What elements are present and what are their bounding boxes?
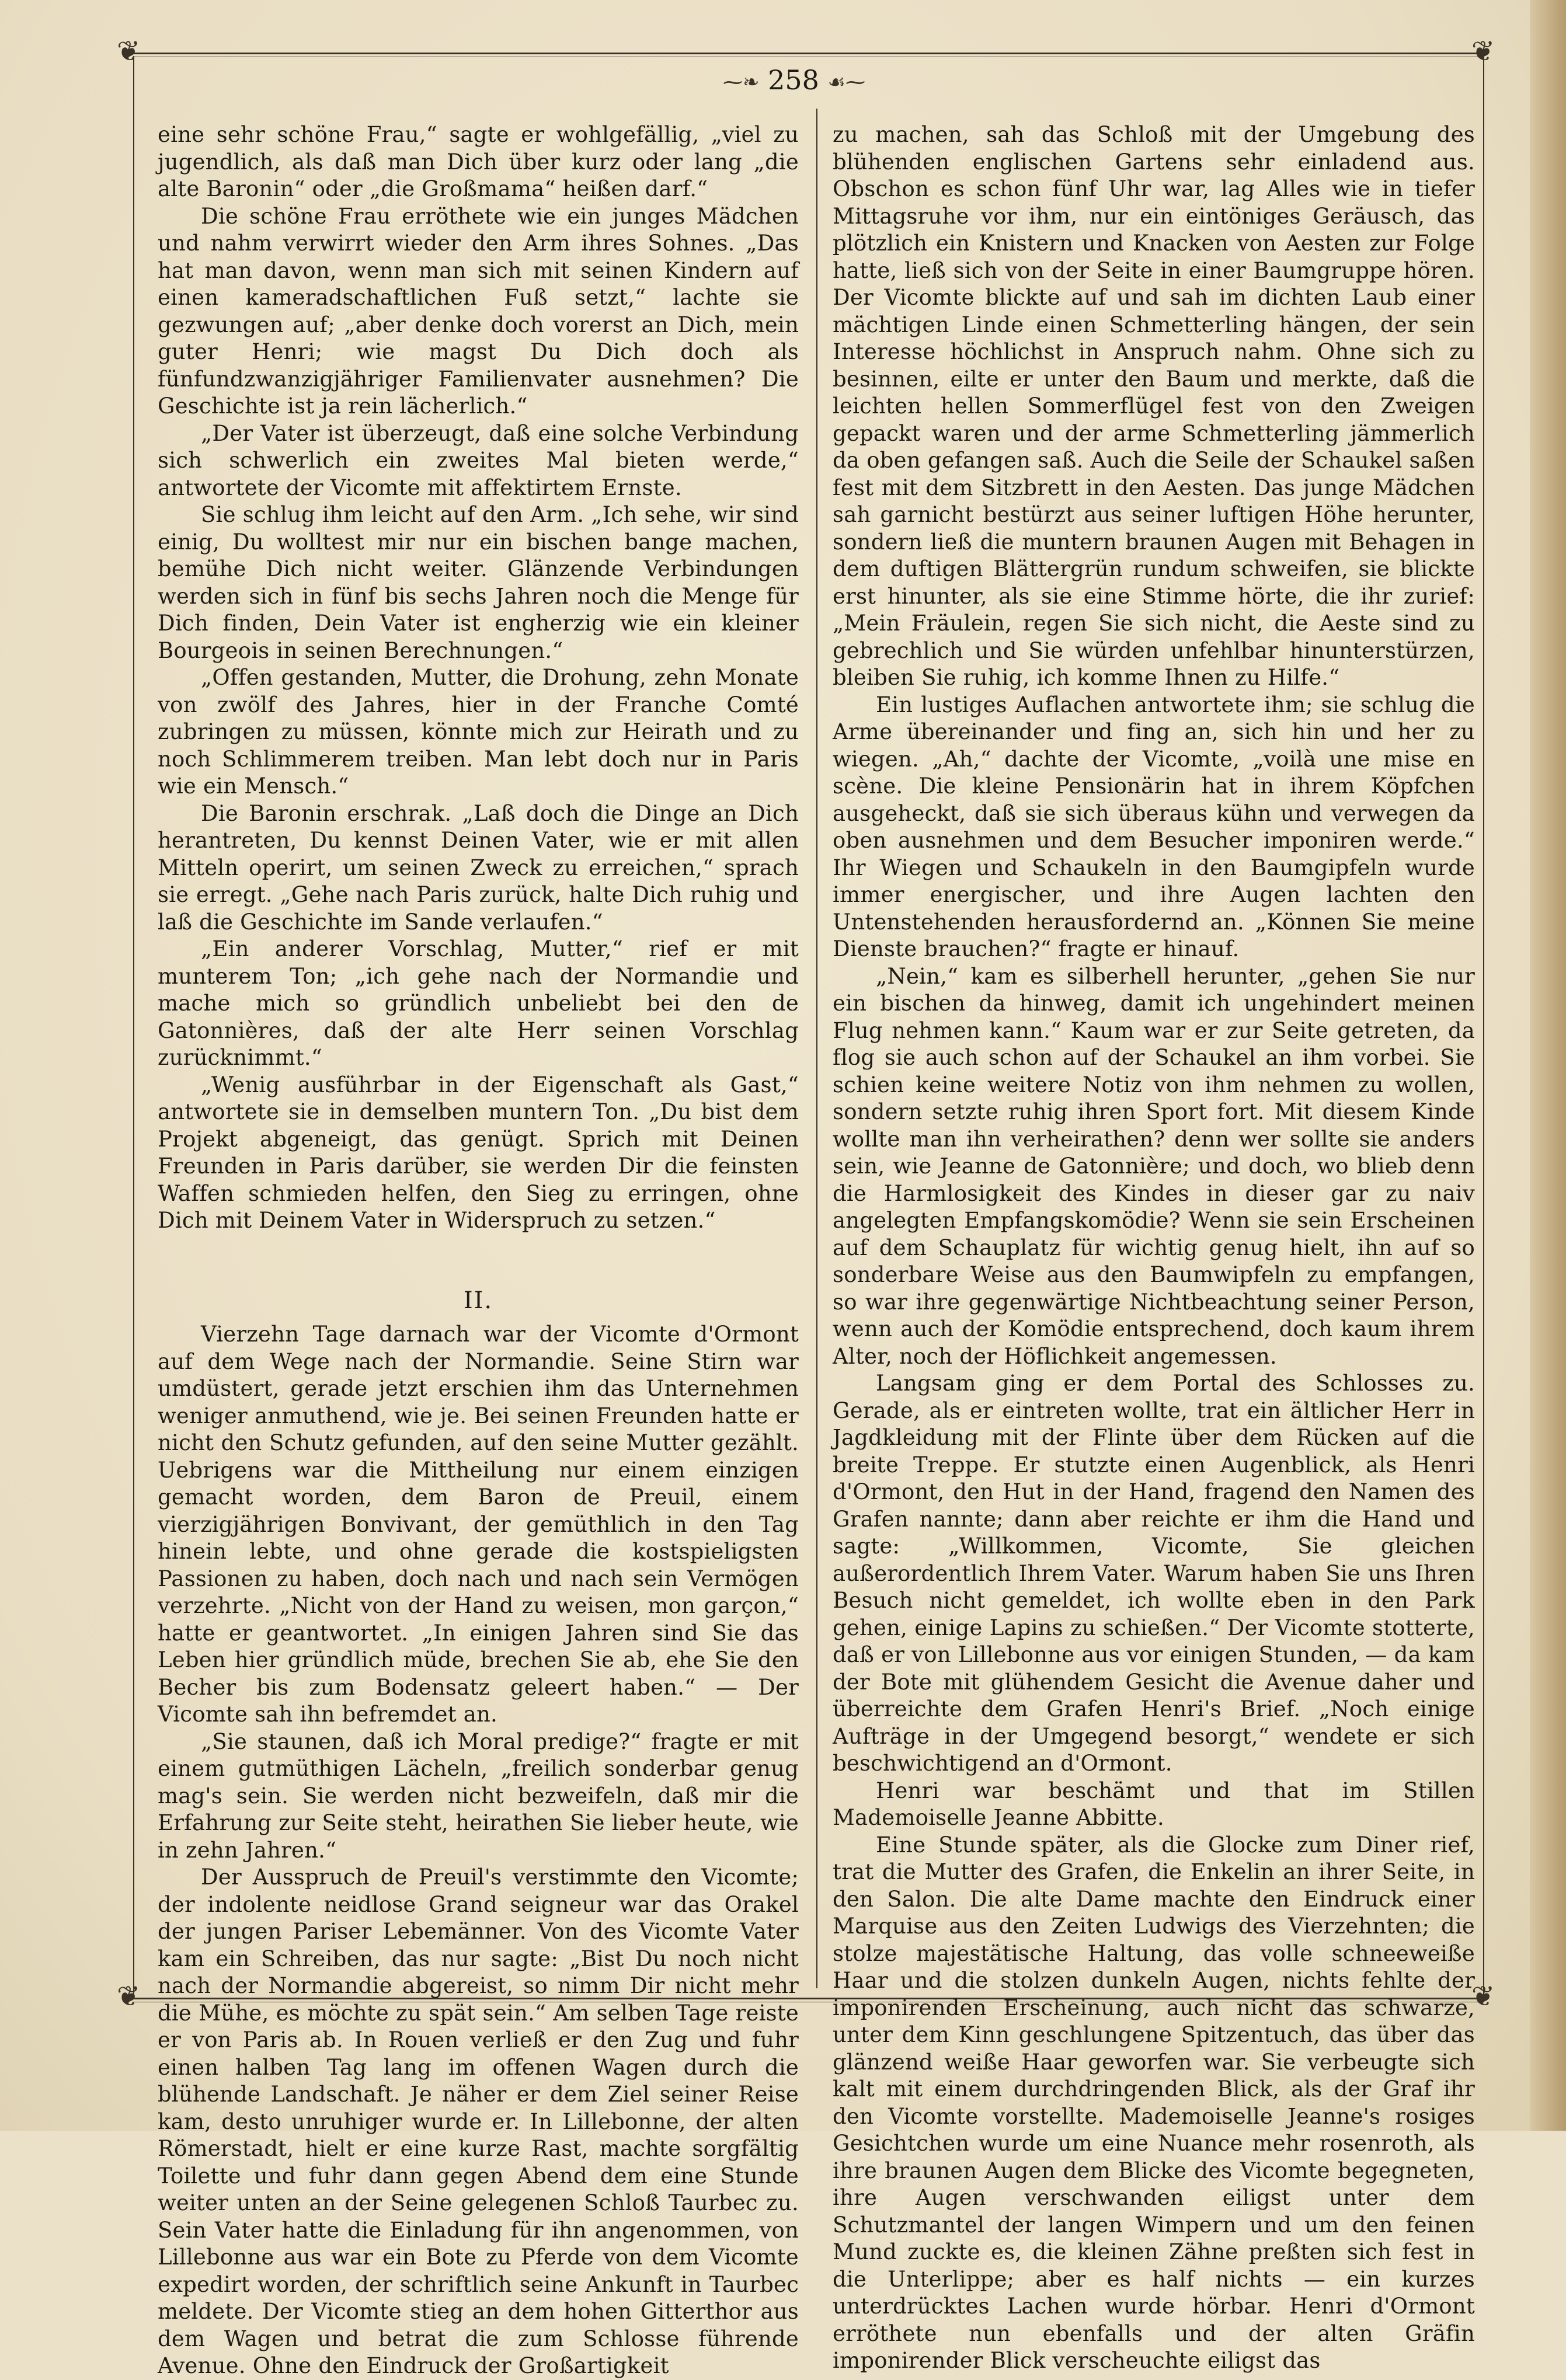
left-frame-line — [133, 56, 134, 1998]
paragraph: Der Ausspruch de Preuil's verstimmte den Vicomte; der indolente neidlose Grand seigneur war das Orakel der jungen Pariser Lebemänner. Von des Vicomte Vater kam ein Schreiben, das nur sagte: „Bist Du noch nicht nach der Normandie abgereist, so nimm Dir nicht mehr die Mühe, es möchte zu spät sein.“ Am selben Tage reiste er von Paris ab. In Rouen verließ er den Zug und fuhr einen halben Tag lang im offenen Wagen durch die blühende Landschaft. Je näher er dem Ziel seiner Reise kam, desto unruhiger wurde er. In Lillebonne, der alten Römerstadt, hielt er eine kurze Rast, machte sorgfältig Toilette und fuhr dann gegen Abend dem eine Stunde weiter unten an der Seine gelegenen Schloß Taurbec zu. Sein Vater hatte die Einladung für ihn angenommen, von Lillebonne aus war ein Bote zu Pferde von dem Vicomte expedirt worden, der schriftlich seine Ankunft in Taurbec meldete. Der Vicomte stieg an dem hohen Gitterthor aus dem Wagen und betrat die zum Schlosse führende Avenue. Ohne den Eindruck der Großartigkeit — [158, 1865, 799, 2378]
paragraph: Sie schlug ihm leicht auf den Arm. „Ich sehe, wir sind einig, Du wolltest mir nur ein bischen bange machen, bemühe Dich nicht weiter. Glänzende Verbindungen werden sich in fünf bis sechs Jahren noch die Menge für Dich finden, Dein Vater ist engherzig wie ein kleiner Bourgeois in seinen Berechnungen.“ — [158, 502, 799, 663]
page-edge — [1530, 0, 1566, 2131]
paragraph: „Nein,“ kam es silberhell herunter, „gehen Sie nur ein bischen da hinweg, damit ich ungehindert meinen Flug nehmen kann.“ Kaum war er zur Seite getreten, da flog sie auch schon auf der Schaukel an ihm vorbei. Sie schien keine weitere Notiz von ihm nehmen zu wollen, sondern setzte ruhig ihren Sport fort. Mit diesem Kinde wollte man ihn verheirathen? denn wer sollte sie anders sein, wie Jeanne de Gatonnière; und doch, wo blieb denn die Harmlosigkeit des Kindes in dieser gar zu naiv angelegten Empfangskomödie? Wenn sie sein Erscheinen auf dem Schauplatz für wichtig genug hielt, ihn auf so sonderbare Weise aus den Baumwipfeln zu empfangen, so war ihre gegenwärtige Nichtbeachtung seiner Person, wenn auch der Komödie entsprechend, doch kaum ihrem Alter, noch der Höflichkeit angemessen. — [833, 963, 1475, 1369]
paragraph: Eine Stunde später, als die Glocke zum Diner rief, trat die Mutter des Grafen, die Enkelin an ihrer Seite, in den Salon. Die alte Dame machte den Eindruck einer Marquise aus den Zeiten Ludwigs des Vierzehnten; die stolze majestätische Haltung, das volle schneeweiße Haar und die stolzen dunkeln Augen, nichts fehlte der imponirenden Erscheinung, auch nicht das schwarze, unter dem Kinn geschlungene Spitzentuch, das über das glänzend weiße Haar geworfen war. Sie verbeugte sich kalt mit einem durchdringenden Blick, als der Graf ihr den Vicomte vorstellte. Mademoiselle Jeanne's rosiges Gesichtchen wurde um eine Nuance mehr rosenroth, als ihre braunen Augen dem Blicke des Vicomte begegneten, ihre Augen verschwanden eiligst unter dem Schutzmantel der langen Wimpern und um den feinen Mund zuckte es, die kleinen Zähne preßten sich fest in die Unterlippe; aber es half nichts — ein kurzes unterdrücktes Lachen wurde hörbar. Henri d'Ormont erröthete nun ebenfalls und der alten Gräfin imponirender Blick verscheuchte eiligst das — [833, 1832, 1475, 2373]
corner-ornament-icon: ❦ — [1471, 1980, 1495, 2013]
corner-ornament-icon: ❦ — [1471, 35, 1495, 68]
paragraph: Die schöne Frau erröthete wie ein junges Mädchen und nahm verwirrt wieder den Arm ihres Sohnes. „Das hat man davon, wenn man sich mit seinen Kindern auf einen kameradschaftlichen Fuß setzt,“ lachte sie gezwungen auf; „aber denke doch vorerst an Dich, mein guter Henri; wie magst Du Dich doch als fünfundzwanzigjähriger Familienvater ausnehmen? Die Geschichte ist ja rein lächerlich.“ — [158, 203, 799, 419]
section-heading: II. — [463, 1287, 493, 1314]
left-column — [158, 121, 799, 2380]
paragraph: Die Baronin erschrak. „Laß doch die Dinge an Dich herantreten, Du kennst Deinen Vater, wie er mit allen Mitteln operirt, um seinen Zweck zu erreichen,“ sprach sie erregt. „Gehe nach Paris zurück, halte Dich ruhig und laß die Geschichte im Sande verlaufen.“ — [158, 800, 799, 935]
corner-ornament-icon: ❦ — [117, 1980, 141, 2013]
corner-ornament-icon: ❦ — [117, 35, 141, 68]
paragraph: Langsam ging er dem Portal des Schlosses zu. Gerade, als er eintreten wollte, trat ein ältlicher Herr in Jagdkleidung mit der Flinte über dem Rücken auf die breite Treppe. Er stutzte einen Augenblick, als Henri d'Ormont, den Hut in der Hand, fragend den Namen des Grafen nannte; dann aber reichte er ihm die Hand und sagte: „Willkommen, Vicomte, Sie gleichen außerordentlich Ihrem Vater. Warum haben Sie uns Ihren Besuch nicht gemeldet, ich wollte eben in den Park gehen, einige Lapins zu schießen.“ Der Vicomte stotterte, daß er von Lillebonne aus vor einigen Stunden, — da kam der Bote mit glühendem Gesicht die Avenue daher und überreichte dem Grafen Henri's Brief. „Noch einige Aufträge in der Umgegend besorgt,“ wendete er sich beschwichtigend an d'Ormont. — [833, 1371, 1475, 1776]
paragraph: Henri war beschämt und that im Stillen Mademoiselle Jeanne Abbitte. — [833, 1778, 1475, 1830]
flourish-right-icon: ☙⁓ — [827, 71, 866, 94]
page-header — [689, 63, 899, 99]
paragraph: „Ein anderer Vorschlag, Mutter,“ rief er mit munterem Ton; „ich gehe nach der Normandie und mache mich so gründlich unbeliebt bei den de Gatonnières, daß der alte Herr seinen Vorschlag zurücknimmt.“ — [158, 936, 799, 1070]
paragraph: eine sehr schöne Frau,“ sagte er wohlgefällig, „viel zu jugendlich, als daß man Dich über kurz oder lang „die alte Baronin“ oder „die Großmama“ heißen darf.“ — [158, 122, 799, 201]
paragraph: zu machen, sah das Schloß mit der Umgebung des blühenden englischen Gartens sehr einladend aus. Obschon es schon fünf Uhr war, lag Alles wie in tiefer Mittagsruhe vor ihm, nur ein eintöniges Geräusch, das plötzlich ein Knistern und Knacken von Aesten zur Folge hatte, ließ sich von der Seite in einer Baumgruppe hören. Der Vicomte blickte auf und sah im dichten Laub einer mächtigen Linde einen Schmetterling hängen, der sein Interesse höchlichst in Anspruch nahm. Ohne sich zu besinnen, eilte er unter den Baum und merkte, daß die leichten hellen Sommerflügel fest von den Zweigen gepackt waren und der arme Schmetterling jämmerlich da oben gefangen saß. Auch die Seile der Schaukel saßen fest mit dem Sitzbrett in den Aesten. Das junge Mädchen sah garnicht bestürzt aus seiner luftigen Höhe herunter, sondern ließ die muntern braunen Augen mit Behagen in dem duftigen Blättergrün rundum schweifen, sie blickte erst hinunter, als sie eine Stimme hörte, die ihr zurief: „Mein Fräulein, regen Sie sich nicht, die Aeste sind zu gebrechlich und Sie würden unfehlbar hinunterstürzen, bleiben Sie ruhig, ich komme Ihnen zu Hilfe.“ — [833, 122, 1475, 690]
paragraph: „Wenig ausführbar in der Eigenschaft als Gast,“ antwortete sie in demselben muntern Ton. „Du bist dem Projekt abgeneigt, das genügt. Sprich mit Deinen Freunden in Paris darüber, sie werden Dir die feinsten Waffen schmieden helfen, den Sieg zu erringen, ohne Dich mit Deinem Vater in Widerspruch zu setzen.“ — [158, 1072, 799, 1233]
right-column — [833, 121, 1475, 2375]
column-divider — [816, 109, 817, 1988]
paragraph: „Der Vater ist überzeugt, daß eine solche Verbindung sich schwerlich ein zweites Mal bieten werde,“ antwortete der Vicomte mit affektirtem Ernste. — [158, 420, 799, 500]
paragraph: „Offen gestanden, Mutter, die Drohung, zehn Monate von zwölf des Jahres, hier in der Franche Comté zubringen zu müssen, könnte mich zur Heirath und zu noch Schlimmerem treiben. Man lebt doch nur in Paris wie ein Mensch.“ — [158, 665, 799, 799]
paragraph: Vierzehn Tage darnach war der Vicomte d'Ormont auf dem Wege nach der Normandie. Seine Stirn war umdüstert, gerade jetzt erschien ihm das Unternehmen weniger anmuthend, wie je. Bei seinen Freunden hatte er nicht den Schutz gefunden, auf den seine Mutter gezählt. Uebrigens war die Mittheilung nur einem einzigen gemacht worden, dem Baron de Preuil, einem vierzigjährigen Bonvivant, der gemüthlich in den Tag hinein lebte, und ohne gerade die kostspieligsten Passionen zu haben, doch nach und nach sein Vermögen verzehrte. „Nicht von der Hand zu weisen, mon garçon,“ hatte er geantwortet. „In einigen Jahren sind Sie das Leben hier gründlich müde, brechen Sie ab, ehe Sie den Becher bis zum Bodensatz geleert haben.“ — Der Vicomte sah ihn befremdet an. — [158, 1322, 799, 1727]
right-frame-line — [1483, 56, 1484, 1998]
flourish-left-icon: ⁓❧ — [722, 71, 760, 94]
paragraph: Ein lustiges Auflachen antwortete ihm; sie schlug die Arme übereinander und fing an, sich hin und her zu wiegen. „Ah,“ dachte der Vicomte, „voilà une mise en scène. Die kleine Pensionärin hat in ihrem Köpfchen ausgeheckt, daß sie sich überaus kühn und verwegen da oben ausnehmen und dem Besucher imponiren werde.“ Ihr Wiegen und Schaukeln in den Baumgipfeln wurde immer energischer, und ihre Augen lachten den Untenstehenden herausfordernd an. „Können Sie meine Dienste brauchen?“ fragte er hinauf. — [833, 692, 1475, 961]
top-border-rule — [133, 53, 1484, 57]
page-number: 258 — [768, 64, 819, 96]
paragraph: „Sie staunen, daß ich Moral predige?“ fragte er mit einem gutmüthigen Lächeln, „freilich sonderbar genug mag's sein. Sie werden nicht bezweifeln, daß mir die Erfahrung zur Seite steht, heirathen Sie lieber heute, wie in zehn Jahren.“ — [158, 1729, 799, 1863]
